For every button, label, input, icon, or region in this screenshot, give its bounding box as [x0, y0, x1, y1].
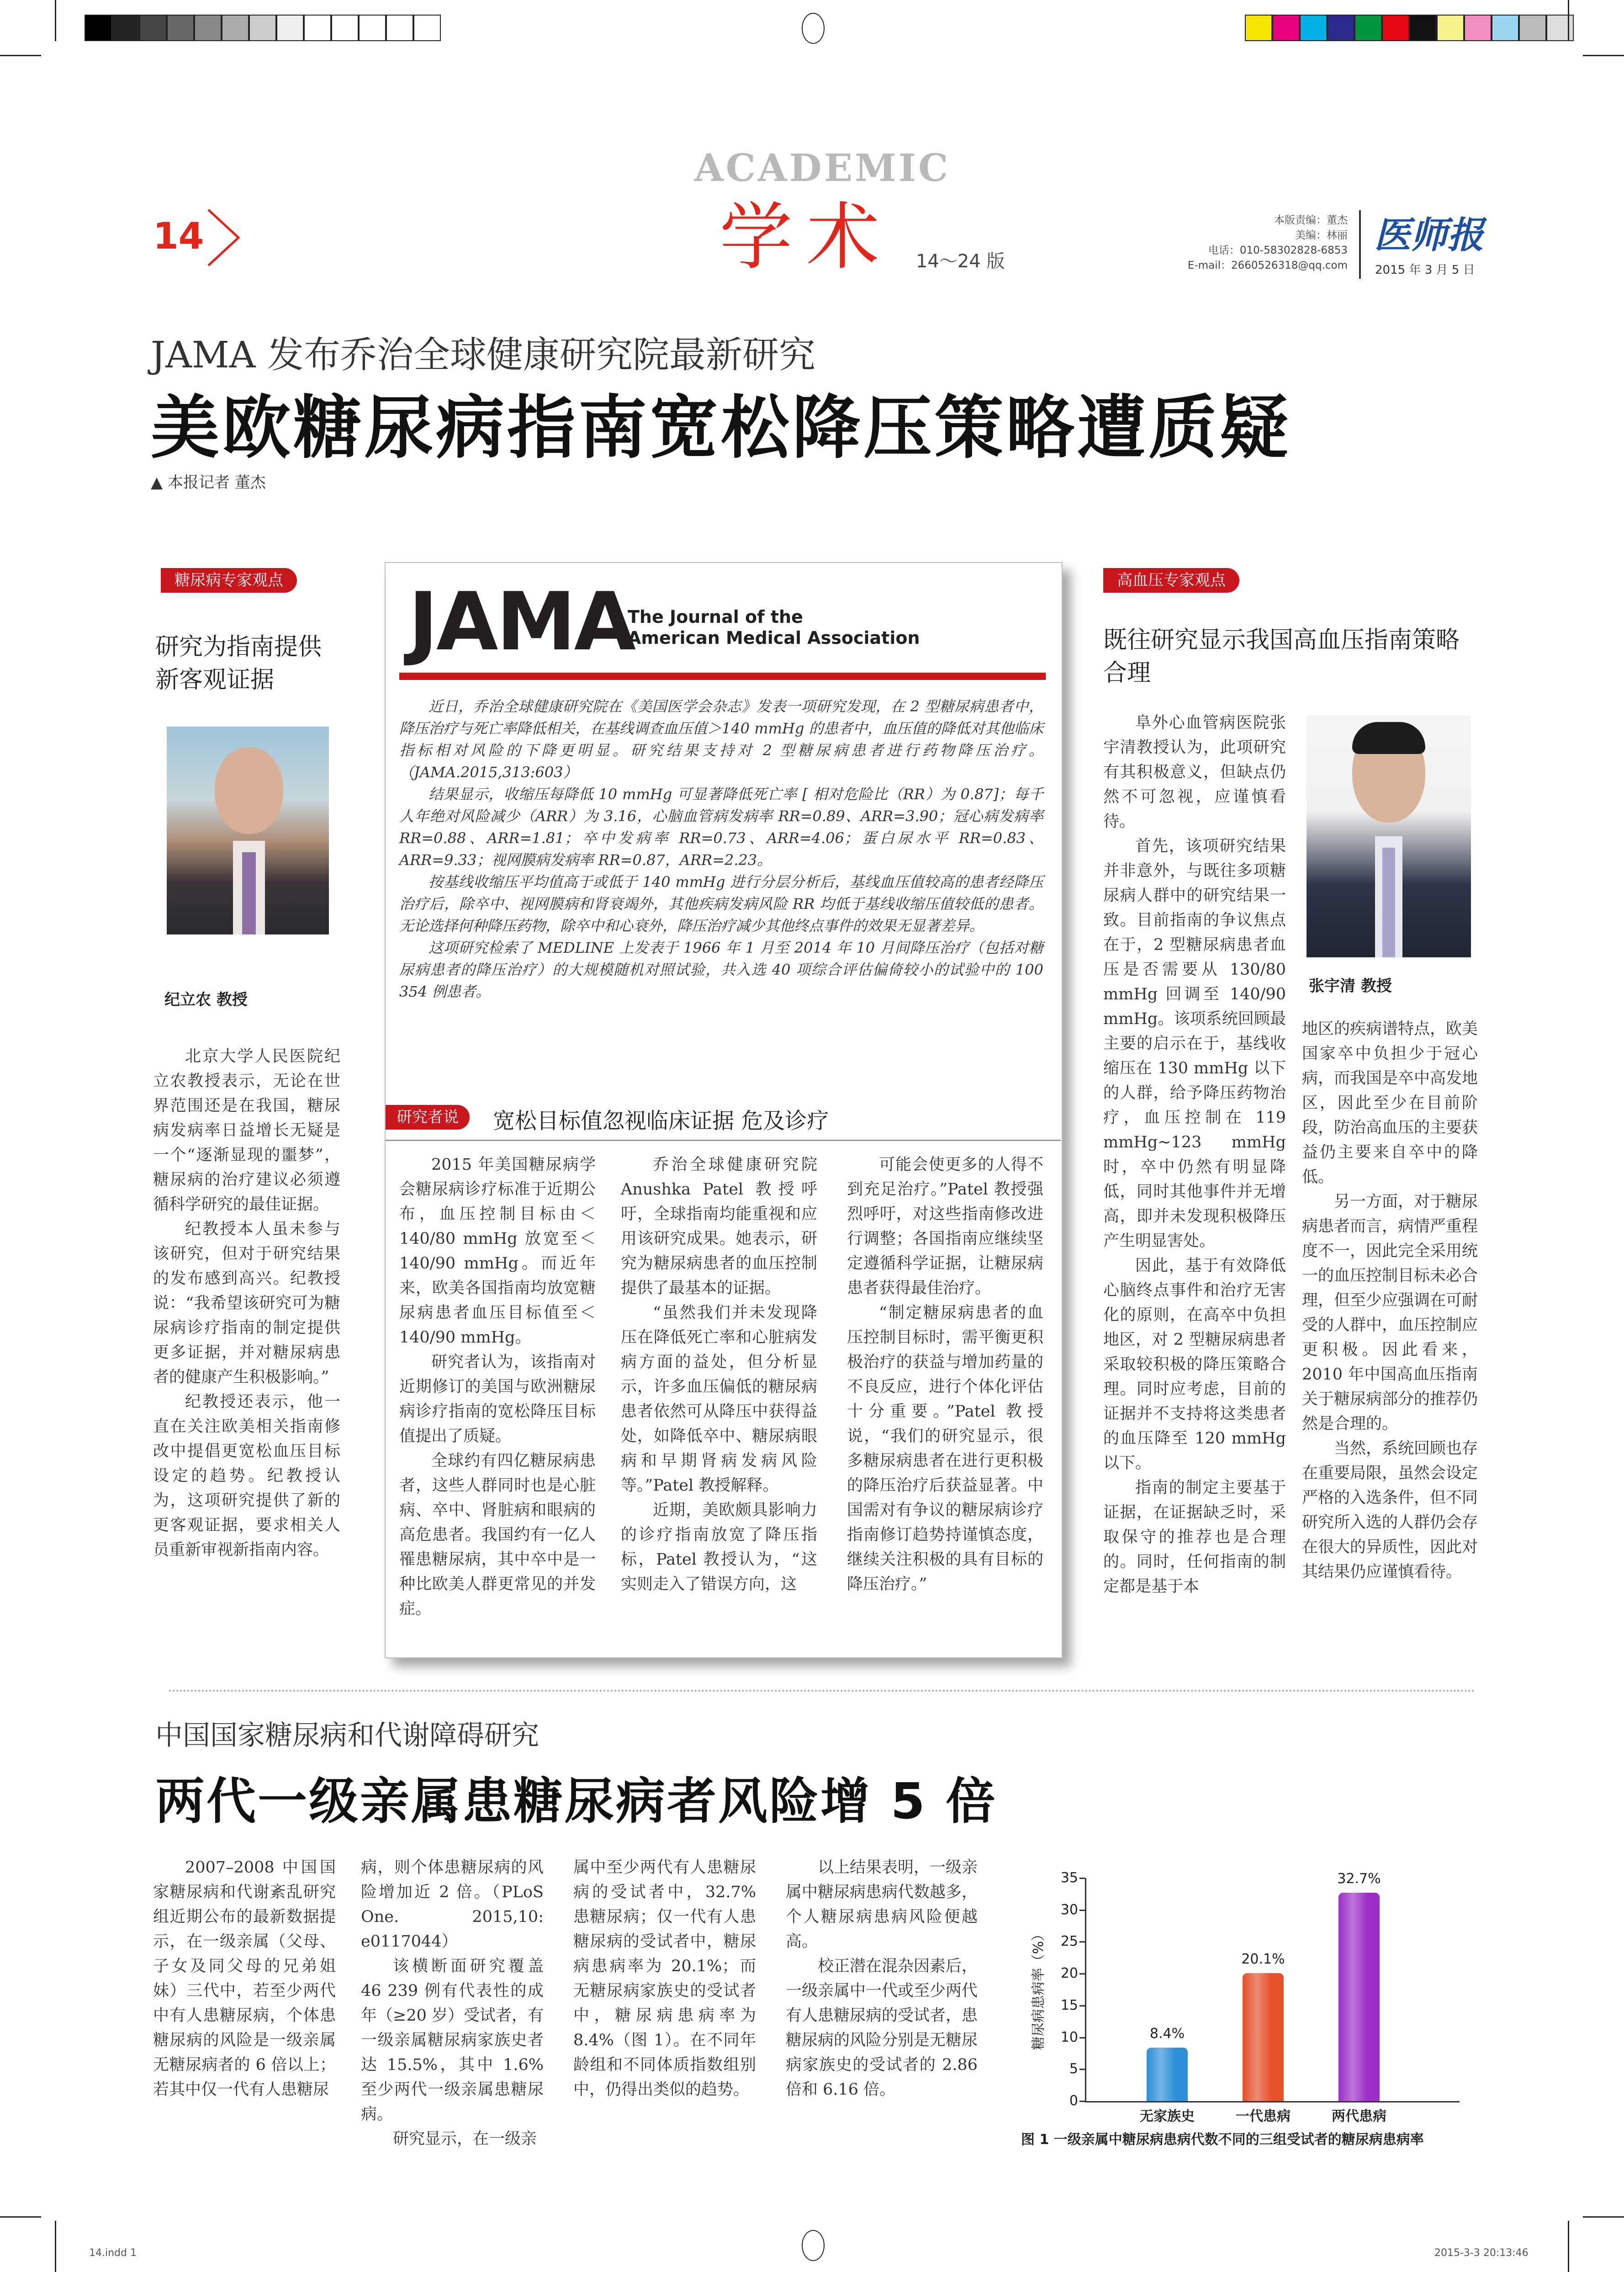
bar-value-label: 32.7% [1337, 1871, 1381, 1887]
crop-mark [55, 2221, 56, 2272]
editor: 本版责编：董杰 [1274, 214, 1348, 226]
right-column-text-b [1302, 1017, 1478, 1584]
paragraph: 地区的疾病谱特点，欧美国家卒中负担少于冠心病，而我国是卒中高发地区，因此至少在目前阶段，防治高血压的主要获益仍主要来自卒中的降低。 [1302, 1020, 1478, 1186]
jama-logo-sub-line1: The Journal of the [628, 607, 803, 627]
jama-logo-sub [628, 606, 920, 648]
photo-caption-ji: 纪立农 教授 [164, 991, 248, 1009]
crop-mark [1568, 0, 1569, 41]
article2-col3 [573, 1855, 756, 2102]
jama-logo: JAMA [408, 576, 635, 669]
y-tick-label: 0 [1069, 2093, 1078, 2109]
y-tick-mark [1079, 2069, 1085, 2070]
crop-mark [55, 0, 56, 41]
section-title: 学术 [719, 194, 894, 280]
phone: 电话：010-58302828-6853 [1208, 244, 1348, 256]
crop-mark [1568, 2221, 1569, 2272]
bar-value-label: 20.1% [1241, 1951, 1285, 1967]
paragraph: 纪教授本人虽未参与该研究，但对于研究结果的发布感到高兴。纪教授说：“我希望该研究可为糖尿病诊疗指南的制定提供更多证据，并对糖尿病患者的健康产生积极影响。” [153, 1220, 340, 1386]
y-tick-mark [1079, 2005, 1085, 2007]
article2-kicker: 中国国家糖尿病和代谢障碍研究 [155, 1720, 539, 1752]
registration-strip-left [85, 15, 441, 41]
paragraph: 阜外心血管病医院张宇清教授认为，此项研究有其积极意义，但缺点仍然不可忽视，应谨慎看待。 [1103, 714, 1286, 831]
chevron-right-icon [206, 208, 242, 267]
y-tick-label: 15 [1060, 1997, 1078, 2013]
header-divider [1359, 210, 1361, 279]
photo-zhang-yuqing [1307, 715, 1471, 957]
y-tick-label: 30 [1060, 1901, 1078, 1918]
sub-rule [386, 1140, 1061, 1141]
portrait-head [215, 747, 283, 834]
chart-caption: 图 1 一级亲属中糖尿病患病代数不同的三组受试者的糖尿病患病率 [1021, 2132, 1424, 2148]
y-tick-label: 5 [1069, 2061, 1078, 2077]
y-tick-label: 35 [1060, 1870, 1078, 1886]
tag-diabetes-expert: 糖尿病专家观点 [161, 568, 297, 593]
article1-byline: ▲ 本报记者 董杰 [151, 473, 266, 492]
photo-caption-zhang: 张宇清 教授 [1309, 977, 1392, 995]
paragraph: 以上结果表明，一级亲属中糖尿病患病代数越多，个人糖尿病患病风险便越高。 [786, 1858, 978, 1951]
researcher-col1 [399, 1152, 596, 1621]
footer-file: 14.indd 1 [89, 2247, 137, 2259]
paragraph: 病，则个体患糖尿病的风险增加近 2 倍。（PLoS One. 2015,10: e0117044） [361, 1858, 544, 1951]
article1-kicker: JAMA 发布乔治全球健康研究院最新研究 [151, 334, 815, 376]
right-column-text-a [1103, 711, 1286, 1599]
y-axis [1085, 1878, 1086, 2102]
paper-logo: 医师报 [1374, 213, 1484, 256]
academic-en: ACADEMIC [694, 146, 951, 190]
paragraph: 2015 年美国糖尿病学会糖尿病诊疗标准于近期公布，血压控制目标由＜140/80 mmHg 放宽至＜140/90 mmHg。而近年来，欧美各国指南均放宽糖尿病患者血压目标值至＜140/90 mmHg。 [399, 1156, 596, 1347]
crop-mark [1583, 2216, 1624, 2218]
y-tick-mark [1079, 2037, 1085, 2038]
portrait-hair [1352, 722, 1425, 754]
left-column-title: 研究为指南提供新客观证据 [155, 633, 322, 694]
article1-headline: 美欧糖尿病指南宽松降压策略遭质疑 [151, 388, 1291, 468]
summary-paragraph: 按基线收缩压平均值高于或低于 140 mmHg 进行分层分析后，基线血压值较高的患者经降压治疗后，除卒中、视网膜病和肾衰竭外，其他疾病发病风险 RR 均低于基线收缩压值较低的患者。无论选择何种降压药物，除卒中和心衰外，降压治疗减少其他终点事件的效果无显著差异。 [399, 873, 1043, 934]
summary-paragraph: 结果显示，收缩压每降低 10 mmHg 可显著降低死亡率 [ 相对危险比（RR）为 0.87]；每千人年绝对风险减少（ARR）为 3.16，心脑血管病发病率 RR=0.89、ARR=3.90；冠心病发病率 RR=0.88、ARR=1.81；卒中发病率 RR=0.73、ARR=4.06；蛋白尿水平 RR=0.83、ARR=9.33；视网膜病发病率 RR=0.87，ARR=2.23。 [399, 786, 1043, 869]
y-tick-mark [1079, 2101, 1085, 2102]
footer-timestamp: 2015-3-3 20:13:46 [1434, 2247, 1529, 2259]
paragraph: 校正潜在混杂因素后，一级亲属中一代或至少两代有人患糖尿病的受试者，患糖尿病的风险分别是无糖尿病家族史的受试者的 2.86 倍和 6.16 倍。 [786, 1957, 978, 2099]
paragraph: 该横断面研究覆盖 46 239 例有代表性的成年（≥20 岁）受试者，有一级亲属糖尿病家族史者达 15.5%，其中 1.6% 至少两代一级亲属患糖尿病。 [361, 1957, 544, 2123]
article2-col4 [786, 1855, 978, 2102]
paragraph: “虽然我们并未发现降压在降低死亡率和心脏病发病方面的益处，但分析显示，许多血压偏低的糖尿病患者依然可从降压中获得益处，如降低卒中、糖尿病眼病和早期肾病发病风险等。”Patel 教授解释。 [621, 1304, 817, 1495]
summary-paragraph: 近日，乔治全球健康研究院在《美国医学会杂志》发表一项研究发现，在 2 型糖尿病患者中，降压治疗与死亡率降低相关，在基线调查血压值＞140 mmHg 的患者中，血压值的降低对其他临床指标相对风险的下降更明显。研究结果支持对 2 型糖尿病患者进行药物降压治疗。（JAMA.2015,313:603） [399, 698, 1043, 781]
paragraph: 当然，系统回顾也存在重要局限，虽然会设定严格的入选条件，但不同研究所入选的人群仍会存在很大的异质性，因此对其结果仍应谨慎看待。 [1302, 1439, 1478, 1581]
article2-headline: 两代一级亲属患糖尿病者风险增 5 倍 [155, 1773, 997, 1830]
paragraph: 2007–2008 中国国家糖尿病和代谢紊乱研究组近期公布的最新数据提示，在一级亲属（父母、子女及同父母的兄弟姐妹）三代中，若至少两代中有人患糖尿病，个体患糖尿病的风险是一级亲属无糖尿病者的 6 倍以上；若其中仅一代有人患糖尿 [153, 1858, 336, 2099]
section-divider [169, 1690, 1476, 1692]
paragraph: 指南的制定主要基于证据，在证据缺乏时，采取保守的推荐也是合理的。同时，任何指南的制定都是基于本 [1103, 1479, 1286, 1596]
jama-logo-sub-line2: American Medical Association [628, 628, 920, 648]
jama-summary [399, 695, 1043, 1003]
paragraph: 另一方面，对于糖尿病患者而言，病情严重程度不一，因此完全采用统一的血压控制目标未必合理，但至少应强调在可耐受的人群中，血压控制应更积极。因此看来，2010 年中国高血压指南关于糖尿病部分的推荐仍然是合理的。 [1302, 1193, 1478, 1433]
y-tick-mark [1079, 1973, 1085, 1975]
researcher-col3 [847, 1152, 1043, 1597]
paragraph: 因此，基于有效降低心脑终点事件和治疗无害化的原则，在高卒中负担地区，对 2 型糖尿病患者采取较积极的降压策略合理。同时应考虑，目前的证据并不支持将这类患者的血压降至 120 mmHg 以下。 [1103, 1257, 1286, 1472]
article2-col1 [153, 1855, 336, 2102]
y-tick-mark [1079, 1910, 1085, 1911]
issue-date: 2015 年 3 月 5 日 [1375, 263, 1475, 277]
right-column-title: 既往研究显示我国高血压指南策略合理 [1103, 626, 1460, 687]
editor-info [1133, 213, 1348, 273]
y-tick-label: 25 [1060, 1933, 1078, 1950]
researcher-col2 [621, 1152, 817, 1597]
chart-area [1019, 1855, 1498, 2129]
y-tick-label: 10 [1060, 2029, 1078, 2045]
x-axis [1085, 2101, 1460, 2102]
tag-researcher: 研究者说 [386, 1105, 470, 1130]
paragraph: 全球约有四亿糖尿病患者，这些人群同时也是心脏病、卒中、肾脏病和眼病的高危患者。我国约有一亿人罹患糖尿病，其中卒中是一种比欧美人群更常见的并发症。 [399, 1452, 596, 1618]
paragraph: 研究者认为，该指南对近期修订的美国与欧洲糖尿病诊疗指南的宽松降压目标值提出了质疑。 [399, 1353, 596, 1445]
paragraph: 纪教授还表示，他一直在关注欧美相关指南修改中提倡更宽松血压目标设定的趋势。纪教授认为，这项研究提供了新的更客观证据，要求相关人员重新审视新指南内容。 [153, 1393, 340, 1559]
paragraph: 北京大学人民医院纪立农教授表示，无论在世界范围还是在我国，糖尿病发病率日益增长无疑是一个“逐渐显现的噩梦”，糖尿病的治疗建议必须遵循科学研究的最佳证据。 [153, 1047, 340, 1214]
researcher-subtitle: 宽松目标值忽视临床证据 危及诊疗 [493, 1108, 829, 1134]
email: E-mail：2660526318@qq.com [1187, 260, 1348, 271]
y-tick-mark [1079, 1941, 1085, 1943]
y-tick-mark [1079, 1878, 1085, 1879]
x-tick-label: 无家族史 [1140, 2108, 1195, 2124]
bar-value-label: 8.4% [1149, 2025, 1185, 2042]
crop-mark [0, 2216, 41, 2218]
paragraph: 可能会使更多的人得不到充足治疗。”Patel 教授强烈呼吁，对这些指南修改进行调整；各国指南应继续坚定遵循科学证据，让糖尿病患者获得最佳治疗。 [847, 1156, 1043, 1297]
paragraph: 研究显示，在一级亲 [393, 2130, 537, 2148]
jama-panel [385, 562, 1063, 1658]
paragraph: 近期，美欧颇具影响力的诊疗指南放宽了降压指标，Patel 教授认为，“这实则走入了错误方向，这 [621, 1501, 817, 1593]
crop-mark [0, 55, 41, 56]
portrait-tie [1382, 848, 1395, 957]
paragraph: 首先，该项研究结果并非意外，与既往多项糖尿病人群中的研究结果一致。目前指南的争议焦点在于，2 型糖尿病患者血压是否需要从 130/80 mmHg 回调至 140/90 mmHg。该项系统回顾最主要的启示在于，基线收缩压在 130 mmHg 以下的人群，给予降压药物治疗，血压控制在 119 mmHg~123 mmHg 时，卒中仍然有明显降低，同时其他事件并无增高，即并未发现积极降压产生明显害处。 [1103, 837, 1286, 1250]
x-tick-label: 两代患病 [1332, 2108, 1386, 2124]
tag-hypertension-expert: 高血压专家观点 [1103, 568, 1239, 593]
summary-paragraph: 这项研究检索了 MEDLINE 上发表于 1966 年 1 月至 2014 年 10 月间降压治疗（包括对糖尿病患者的降压治疗）的大规模随机对照试验，共入选 40 项综合评估偏倚较小的试验中的 100 354 例患者。 [399, 939, 1043, 1000]
crop-mark [1583, 55, 1624, 56]
portrait-tie [242, 852, 256, 934]
y-tick-label: 20 [1060, 1965, 1078, 1982]
photo-ji-linong [167, 727, 329, 934]
x-tick-label: 一代患病 [1236, 2108, 1291, 2124]
paragraph: 乔治全球健康研究院 Anushka Patel 教授呼吁，全球指南均能重视和应用该研究成果。她表示，研究为糖尿病患者的血压控制提供了最基本的证据。 [621, 1156, 817, 1297]
art-editor: 美编：林丽 [1295, 229, 1348, 241]
page-number: 14 [153, 215, 204, 257]
left-column-text [153, 1044, 340, 1562]
paragraph: 属中至少两代有人患糖尿病的受试者中，32.7% 患糖尿病；仅一代有人患糖尿病的受试者中，糖尿病患病率为 20.1%；而无糖尿病家族史的受试者中，糖尿病患病率为 8.4%（图 1）。在不同年龄组和不同体质指数组别中，仍得出类似的趋势。 [573, 1858, 756, 2099]
jama-rule [399, 673, 1046, 680]
register-target [802, 13, 825, 44]
bar [1338, 1893, 1380, 2101]
bar [1147, 2048, 1188, 2101]
article2-col2 [361, 1855, 544, 2151]
register-target [802, 2230, 825, 2261]
paragraph: “制定糖尿病患者的血压控制目标时，需平衡更积极治疗的获益与增加药量的不良反应，进行个体化评估十分重要。”Patel 教授说，“我们的研究显示，很多糖尿病患者在进行更积极的降压治疗后获益显著。中国需对有争议的糖尿病诊疗指南修订趋势持谨慎态度，继续关注积极的具有目标的降压治疗。” [847, 1304, 1043, 1593]
bar [1243, 1973, 1284, 2101]
color-bar-right [1245, 15, 1574, 41]
section-range: 14～24 版 [916, 251, 1005, 272]
y-axis-label: 糖尿病患病率（%） [1031, 1927, 1047, 2050]
